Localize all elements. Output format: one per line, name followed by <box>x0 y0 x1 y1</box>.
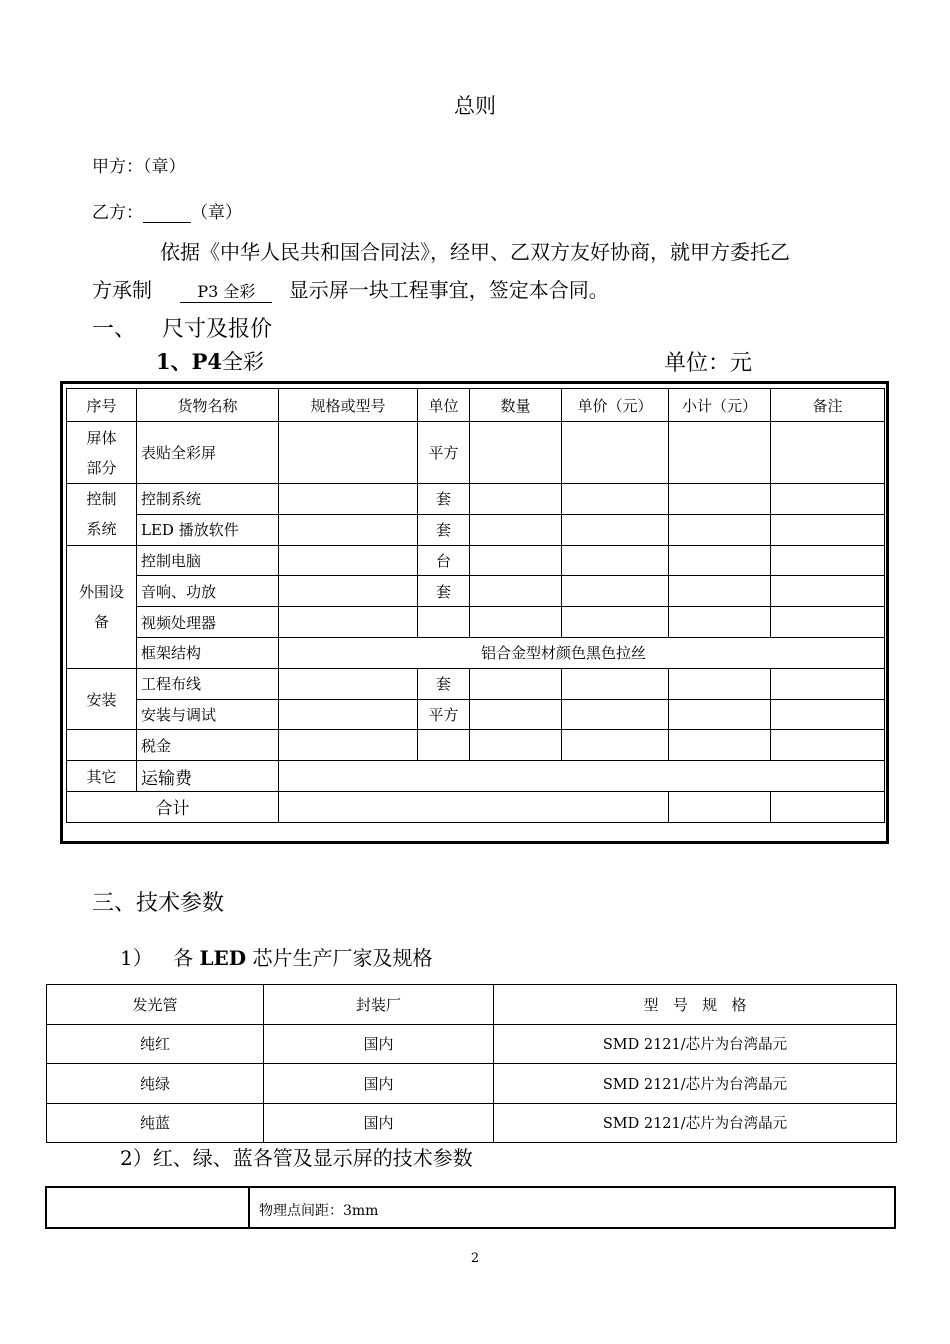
header-cell: 单价（元） <box>562 389 669 422</box>
frame-note: 铝合金型材颜色黑色拉丝 <box>279 637 885 668</box>
page-title: 总则 <box>454 94 496 118</box>
packager: 国内 <box>264 1024 494 1064</box>
price-cell <box>562 514 669 545</box>
item-name: 工程布线 <box>137 668 279 699</box>
subsection-1-text: 全彩 <box>222 350 265 374</box>
header-cell: 序号 <box>67 389 137 422</box>
header-cell: 货物名称 <box>137 389 279 422</box>
table-row <box>47 1103 897 1143</box>
table-row <box>47 1024 897 1064</box>
item-name: 安装与调试 <box>137 699 279 730</box>
table-header-row <box>47 985 897 1025</box>
qty-cell <box>470 514 562 545</box>
subsection-3-1-led: LED <box>199 946 247 970</box>
header-cell: 规格或型号 <box>279 389 418 422</box>
subtotal-cell <box>669 576 771 607</box>
product-fill: P3 全彩 <box>180 279 272 303</box>
table-header-row <box>67 389 885 422</box>
subsection-1-number: 1、P4 <box>156 349 223 374</box>
header-cell: 小计（元） <box>669 389 771 422</box>
header-cell: 发光管 <box>47 985 264 1025</box>
remark-cell <box>771 514 885 545</box>
remark-cell <box>771 607 885 638</box>
subtotal-cell <box>669 422 771 484</box>
intro-line-1: 依据《中华人民共和国合同法》，经甲、乙双方友好协商，就甲方委托乙 <box>160 240 790 264</box>
item-name: LED 播放软件 <box>137 514 279 545</box>
intro-line-2 <box>92 274 609 303</box>
model-spec: SMD 2121/芯片为台湾晶元 <box>494 1103 897 1143</box>
qty-cell <box>470 576 562 607</box>
qty-cell <box>470 699 562 730</box>
category-cell: 控制 系统 <box>67 484 137 546</box>
table-row <box>67 545 885 576</box>
subsection-3-1-number: 1） <box>120 946 153 970</box>
spec-cell <box>279 422 418 484</box>
subsection-3-1-prefix: 各 <box>173 946 194 970</box>
qty-cell <box>470 607 562 638</box>
subtotal-cell <box>669 545 771 576</box>
unit-label: 单位：元 <box>664 351 753 376</box>
spec-cell <box>279 576 418 607</box>
led-color: 纯红 <box>47 1024 264 1064</box>
item-name: 控制系统 <box>137 484 279 515</box>
header-cell: 备注 <box>771 389 885 422</box>
qty-cell <box>470 484 562 515</box>
unit-cell: 平方 <box>418 422 470 484</box>
spec-cell <box>279 607 418 638</box>
price-cell <box>562 699 669 730</box>
unit-cell: 套 <box>418 514 470 545</box>
category-cell: 其它 <box>67 761 137 792</box>
remark-cell <box>771 576 885 607</box>
price-cell <box>562 484 669 515</box>
spec-cell <box>279 668 418 699</box>
section-1-title: 尺寸及报价 <box>162 317 273 342</box>
total-amount <box>279 791 669 822</box>
party-b-line <box>92 198 242 223</box>
table-row <box>67 576 885 607</box>
table-row <box>67 699 885 730</box>
section-1-number: 一、 <box>92 317 137 342</box>
party-b-seal: （章） <box>191 203 242 223</box>
led-spec-table <box>46 984 897 1143</box>
subtotal-cell <box>669 699 771 730</box>
item-name: 框架结构 <box>137 637 279 668</box>
param-table <box>45 1186 896 1229</box>
subsection-1-title <box>156 346 264 376</box>
unit-cell: 套 <box>418 484 470 515</box>
remark-cell <box>771 422 885 484</box>
party-a-line: 甲方：（章） <box>92 157 186 177</box>
packager: 国内 <box>264 1064 494 1104</box>
table-row <box>67 514 885 545</box>
table-row <box>47 1064 897 1104</box>
total-remark <box>771 791 885 822</box>
item-name: 音响、功放 <box>137 576 279 607</box>
section-3-heading: 三、技术参数 <box>92 891 225 916</box>
intro-suffix: 显示屏一块工程事宜，签定本合同。 <box>288 278 609 302</box>
spec-cell <box>279 514 418 545</box>
table-row <box>67 422 885 484</box>
table-row <box>67 607 885 638</box>
header-cell: 型 号 规 格 <box>494 985 897 1025</box>
quote-table <box>66 388 885 823</box>
price-cell <box>562 545 669 576</box>
total-subtotal <box>669 791 771 822</box>
param-divider <box>248 1188 250 1227</box>
total-label: 合计 <box>67 791 279 822</box>
section-1-heading <box>92 312 272 343</box>
led-color: 纯绿 <box>47 1064 264 1104</box>
category-cell: 外围设 备 <box>67 545 137 668</box>
subtotal-cell <box>669 730 771 761</box>
led-color: 纯蓝 <box>47 1103 264 1143</box>
remark-cell <box>771 730 885 761</box>
price-cell <box>562 668 669 699</box>
item-name: 表贴全彩屏 <box>137 422 279 484</box>
total-row <box>67 791 885 822</box>
category-cell: 安装 <box>67 668 137 730</box>
price-cell <box>562 576 669 607</box>
qty-cell <box>470 730 562 761</box>
qty-cell <box>470 422 562 484</box>
unit-cell: 台 <box>418 545 470 576</box>
packager: 国内 <box>264 1103 494 1143</box>
category-cell <box>67 730 137 761</box>
subtotal-cell <box>669 607 771 638</box>
table-row <box>67 637 885 668</box>
header-cell: 单位 <box>418 389 470 422</box>
unit-cell: 套 <box>418 668 470 699</box>
model-spec: SMD 2121/芯片为台湾晶元 <box>494 1024 897 1064</box>
subsection-3-2-title: 2）红、绿、蓝各管及显示屏的技术参数 <box>120 1146 473 1170</box>
qty-cell <box>470 545 562 576</box>
remark-cell <box>771 545 885 576</box>
price-cell <box>562 730 669 761</box>
party-b-blank <box>143 202 191 223</box>
page-number: 2 <box>470 1251 480 1266</box>
table-row <box>67 668 885 699</box>
item-name: 运输费 <box>137 761 279 792</box>
table-row <box>67 761 885 792</box>
spec-cell <box>279 699 418 730</box>
spec-cell <box>279 484 418 515</box>
remark-cell <box>771 699 885 730</box>
spec-cell <box>279 545 418 576</box>
unit-cell <box>418 730 470 761</box>
table-row <box>67 730 885 761</box>
remark-cell <box>771 484 885 515</box>
category-cell: 屏体 部分 <box>67 422 137 484</box>
pixel-pitch: 物理点间距：3mm <box>259 1203 379 1219</box>
subtotal-cell <box>669 668 771 699</box>
unit-cell: 平方 <box>418 699 470 730</box>
subsection-3-1-title <box>120 942 432 971</box>
table-row <box>67 484 885 515</box>
item-name: 控制电脑 <box>137 545 279 576</box>
party-b-label: 乙方： <box>92 203 143 223</box>
model-spec: SMD 2121/芯片为台湾晶元 <box>494 1064 897 1104</box>
header-cell: 数量 <box>470 389 562 422</box>
subtotal-cell <box>669 514 771 545</box>
intro-prefix: 方承制 <box>92 278 152 302</box>
subtotal-cell <box>669 484 771 515</box>
unit-cell <box>418 607 470 638</box>
price-cell <box>562 422 669 484</box>
subsection-3-1-suffix: 芯片生产厂家及规格 <box>252 946 433 970</box>
header-cell: 封装厂 <box>264 985 494 1025</box>
transport-value <box>279 761 885 792</box>
spec-cell <box>279 730 418 761</box>
qty-cell <box>470 668 562 699</box>
item-name: 税金 <box>137 730 279 761</box>
remark-cell <box>771 668 885 699</box>
unit-cell: 套 <box>418 576 470 607</box>
item-name: 视频处理器 <box>137 607 279 638</box>
price-cell <box>562 607 669 638</box>
